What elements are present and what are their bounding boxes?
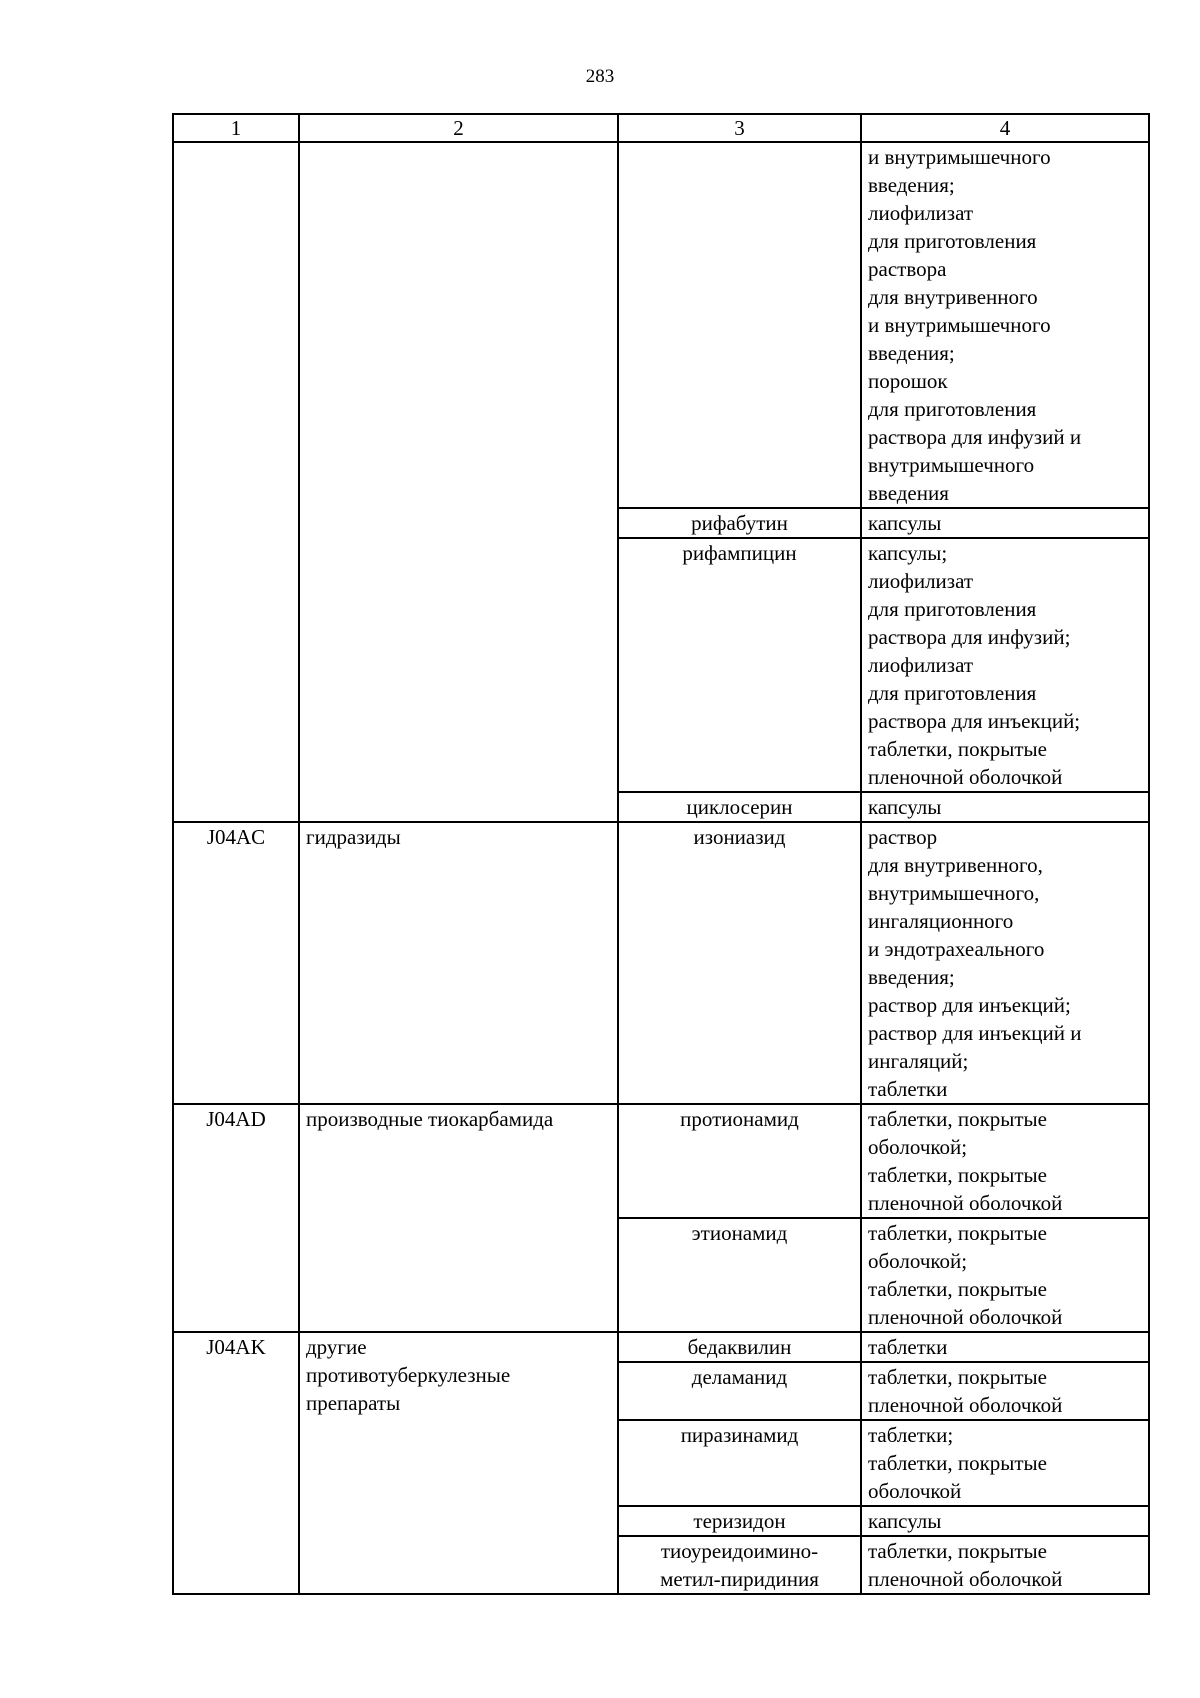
- forms-cell: [861, 1536, 1149, 1594]
- header-cell-4: 4: [861, 114, 1149, 142]
- form-line: раствора: [868, 257, 947, 281]
- code-cell: [173, 822, 299, 1104]
- forms-cell: [861, 508, 1149, 538]
- form-line: внутримышечного,: [868, 881, 1040, 905]
- drug-name: протионамид: [680, 1107, 799, 1131]
- forms-cell: [861, 1218, 1149, 1332]
- form-line: и внутримышечного: [868, 145, 1051, 169]
- drug-name: теризидон: [693, 1509, 786, 1533]
- drug-cell: [618, 142, 861, 508]
- drug-cell: [618, 1104, 861, 1218]
- group-name: производные тиокарбамида: [306, 1107, 554, 1131]
- drug-name: этионамид: [691, 1221, 788, 1245]
- drug-cell: [618, 538, 861, 792]
- form-line: оболочкой;: [868, 1249, 968, 1273]
- group-cell: [299, 1104, 618, 1332]
- form-line: пленочной оболочкой: [868, 1567, 1063, 1591]
- forms-cell: [861, 1362, 1149, 1420]
- forms-cell: [861, 1420, 1149, 1506]
- forms-cell: [861, 792, 1149, 822]
- form-line: раствор для инъекций;: [868, 993, 1071, 1017]
- group-cell: [299, 1332, 618, 1594]
- form-line: раствор для инъекций и: [868, 1021, 1082, 1045]
- form-line: для приготовления: [868, 229, 1037, 253]
- drug-cell: [618, 792, 861, 822]
- form-line: и эндотрахеального: [868, 937, 1045, 961]
- drug-table: [172, 113, 1150, 1595]
- form-line: внутримышечного: [868, 453, 1035, 477]
- drug-name: циклосерин: [686, 795, 793, 819]
- drug-name: рифабутин: [691, 511, 788, 535]
- drug-name: бедаквилин: [687, 1335, 792, 1359]
- form-line: таблетки, покрытые: [868, 737, 1047, 761]
- header-cell-1: 1: [173, 114, 299, 142]
- code-cell: [173, 1332, 299, 1594]
- form-line: пленочной оболочкой: [868, 765, 1063, 789]
- form-line: ингаляционного: [868, 909, 1014, 933]
- form-line: капсулы: [868, 795, 942, 819]
- form-line: ингаляций;: [868, 1049, 969, 1073]
- forms-cell: [861, 538, 1149, 792]
- drug-cell: [618, 1420, 861, 1506]
- form-line: таблетки: [868, 1077, 948, 1101]
- drug-name: тиоуреидоимино-: [660, 1539, 819, 1563]
- form-line: раствора для инфузий;: [868, 625, 1071, 649]
- group-cell: [299, 822, 618, 1104]
- group-name: противотуберкулезные: [306, 1363, 511, 1387]
- form-line: таблетки, покрытые: [868, 1221, 1047, 1245]
- group-name: другие: [306, 1335, 367, 1359]
- drug-cell: [618, 822, 861, 1104]
- form-line: капсулы: [868, 1509, 942, 1533]
- form-line: введения: [868, 481, 949, 505]
- drug-cell: [618, 1332, 861, 1362]
- form-line: оболочкой: [868, 1479, 962, 1503]
- code-cell: [173, 1104, 299, 1332]
- form-line: введения;: [868, 965, 955, 989]
- forms-cell: [861, 1104, 1149, 1218]
- drug-cell: [618, 1362, 861, 1420]
- form-line: раствора для инъекций;: [868, 709, 1081, 733]
- form-line: введения;: [868, 341, 955, 365]
- drug-name: деламанид: [691, 1365, 788, 1389]
- form-line: пленочной оболочкой: [868, 1305, 1063, 1329]
- drug-name: рифампицин: [682, 541, 797, 565]
- form-line: таблетки, покрытые: [868, 1277, 1047, 1301]
- form-line: лиофилизат: [868, 653, 974, 677]
- form-line: пленочной оболочкой: [868, 1191, 1063, 1215]
- header-cell-3: 3: [618, 114, 861, 142]
- form-line: порошок: [868, 369, 948, 393]
- form-line: и внутримышечного: [868, 313, 1051, 337]
- forms-cell: [861, 142, 1149, 508]
- form-line: капсулы;: [868, 541, 948, 565]
- forms-cell: [861, 1506, 1149, 1536]
- form-line: лиофилизат: [868, 569, 974, 593]
- table-row: [173, 142, 1149, 508]
- form-line: введения;: [868, 173, 955, 197]
- table-row: [173, 1104, 1149, 1218]
- form-line: капсулы: [868, 511, 942, 535]
- drug-name: метил-пиридиния: [660, 1567, 819, 1591]
- form-line: таблетки, покрытые: [868, 1539, 1047, 1563]
- table-header-row: [173, 114, 1149, 142]
- form-line: таблетки;: [868, 1423, 954, 1447]
- atc-code: J04AK: [206, 1335, 266, 1359]
- drug-name: изониазид: [693, 825, 786, 849]
- form-line: таблетки: [868, 1335, 948, 1359]
- code-cell: [173, 142, 299, 822]
- drug-name: пиразинамид: [680, 1423, 799, 1447]
- drug-cell: [618, 508, 861, 538]
- table-row: [173, 822, 1149, 1104]
- drug-cell: [618, 1506, 861, 1536]
- atc-code: J04AC: [206, 825, 266, 849]
- form-line: для внутривенного,: [868, 853, 1043, 877]
- form-line: пленочной оболочкой: [868, 1393, 1063, 1417]
- form-line: таблетки, покрытые: [868, 1163, 1047, 1187]
- drug-cell: [618, 1536, 861, 1594]
- form-line: таблетки, покрытые: [868, 1451, 1047, 1475]
- form-line: таблетки, покрытые: [868, 1365, 1047, 1389]
- form-line: для приготовления: [868, 681, 1037, 705]
- form-line: раствор: [868, 825, 938, 849]
- form-line: лиофилизат: [868, 201, 974, 225]
- form-line: раствора для инфузий и: [868, 425, 1082, 449]
- page-number: 283: [585, 66, 615, 87]
- group-name: гидразиды: [306, 825, 401, 849]
- forms-cell: [861, 822, 1149, 1104]
- form-line: для приготовления: [868, 597, 1037, 621]
- forms-cell: [861, 1332, 1149, 1362]
- table-row: [173, 1332, 1149, 1362]
- form-line: для приготовления: [868, 397, 1037, 421]
- drug-cell: [618, 1218, 861, 1332]
- form-line: оболочкой;: [868, 1135, 968, 1159]
- form-line: таблетки, покрытые: [868, 1107, 1047, 1131]
- group-name: препараты: [306, 1391, 401, 1415]
- header-cell-2: 2: [299, 114, 618, 142]
- atc-code: J04AD: [206, 1107, 266, 1131]
- group-cell: [299, 142, 618, 822]
- form-line: для внутривенного: [868, 285, 1038, 309]
